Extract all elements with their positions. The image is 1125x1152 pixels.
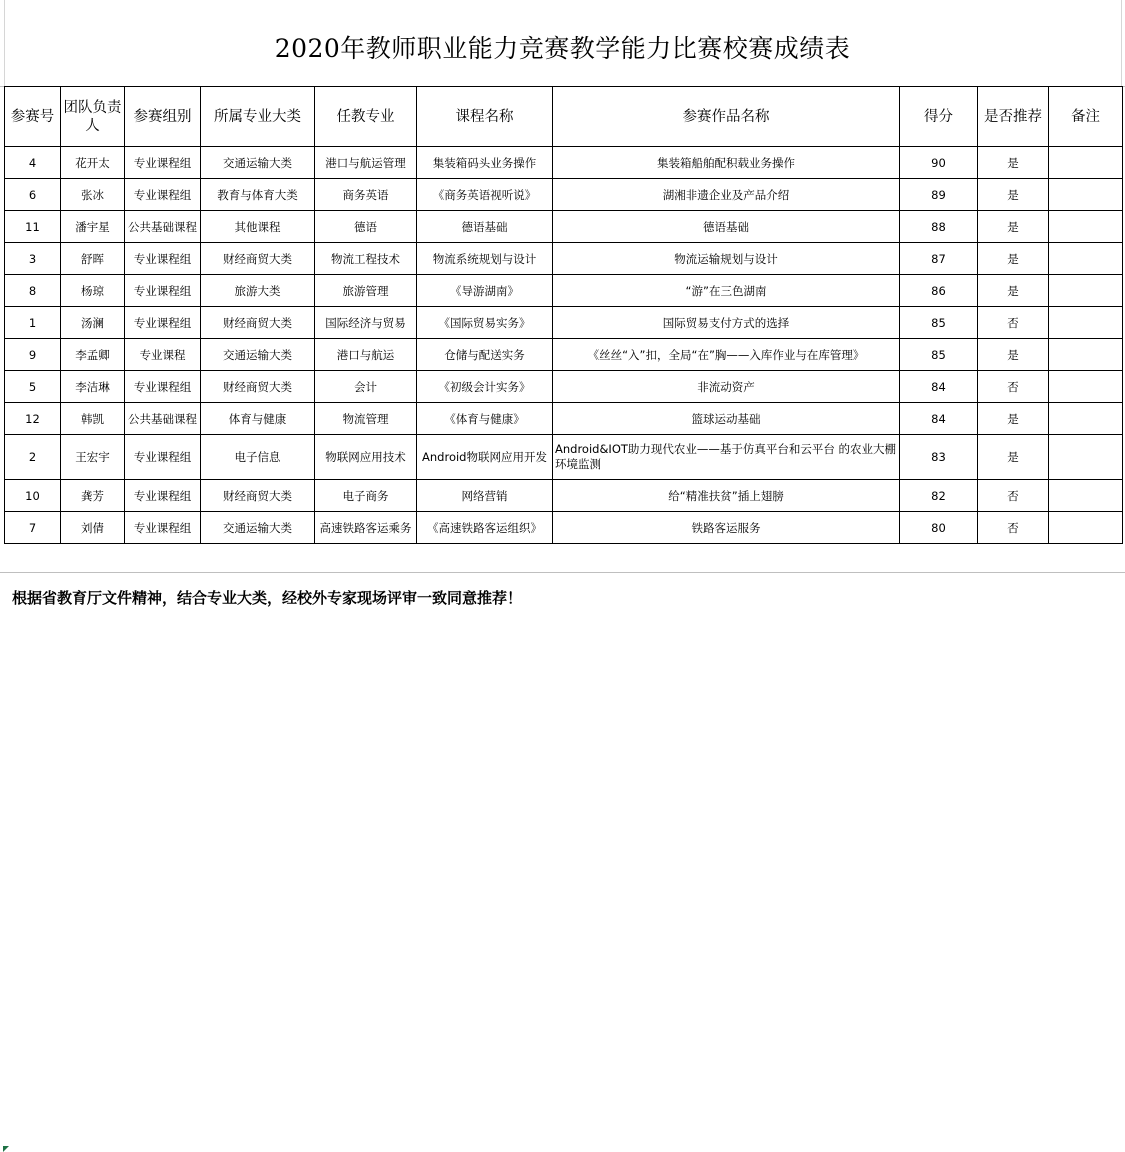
cell-work[interactable]: 德语基础 — [553, 211, 900, 243]
cell-major[interactable]: 物流工程技术 — [315, 243, 417, 275]
table-row — [5, 339, 1123, 371]
cell-score[interactable]: 82 — [900, 480, 978, 512]
cell-work[interactable]: 铁路客运服务 — [553, 512, 900, 544]
cell-group[interactable]: 专业课程组 — [125, 512, 201, 544]
cell-no[interactable]: 2 — [5, 435, 61, 480]
cell-leader[interactable]: 舒晖 — [61, 243, 125, 275]
cell-work[interactable]: “游”在三色湖南 — [553, 275, 900, 307]
cell-comment-marker — [3, 1146, 9, 1152]
cell-group[interactable]: 专业课程组 — [125, 179, 201, 211]
table-row — [5, 512, 1123, 544]
cell-leader[interactable]: 潘宇星 — [61, 211, 125, 243]
title-row — [0, 0, 1125, 87]
cell-major[interactable]: 物流管理 — [315, 403, 417, 435]
cell-work[interactable]: 篮球运动基础 — [553, 403, 900, 435]
table-row — [5, 403, 1123, 435]
cell-category[interactable]: 教育与体育大类 — [201, 179, 315, 211]
header-cell-no[interactable]: 参赛号 — [5, 87, 61, 147]
cell-work[interactable]: 物流运输规划与设计 — [553, 243, 900, 275]
cell-leader[interactable]: 龚芳 — [61, 480, 125, 512]
cell-major[interactable]: 会计 — [315, 371, 417, 403]
cell-score[interactable]: 86 — [900, 275, 978, 307]
cell-course[interactable]: 《体育与健康》 — [417, 403, 553, 435]
cell-note[interactable] — [1049, 307, 1123, 339]
cell-group[interactable]: 专业课程组 — [125, 371, 201, 403]
cell-category[interactable]: 财经商贸大类 — [201, 480, 315, 512]
cell-no[interactable]: 4 — [5, 147, 61, 179]
cell-category[interactable]: 旅游大类 — [201, 275, 315, 307]
cell-score[interactable]: 87 — [900, 243, 978, 275]
cell-leader[interactable]: 李洁琳 — [61, 371, 125, 403]
cell-no[interactable]: 3 — [5, 243, 61, 275]
cell-note[interactable] — [1049, 275, 1123, 307]
cell-course[interactable]: 网络营销 — [417, 480, 553, 512]
cell-group[interactable]: 专业课程组 — [125, 275, 201, 307]
cell-leader[interactable]: 杨琼 — [61, 275, 125, 307]
header-cell-work[interactable]: 参赛作品名称 — [553, 87, 900, 147]
cell-note[interactable] — [1049, 371, 1123, 403]
cell-no[interactable]: 5 — [5, 371, 61, 403]
cell-leader[interactable]: 韩凯 — [61, 403, 125, 435]
cell-recommend[interactable]: 是 — [978, 339, 1049, 371]
table-row — [5, 275, 1123, 307]
cell-major[interactable]: 高速铁路客运乘务 — [315, 512, 417, 544]
table-row — [5, 147, 1123, 179]
cell-category[interactable]: 交通运输大类 — [201, 512, 315, 544]
table-row — [5, 211, 1123, 243]
cell-score[interactable]: 85 — [900, 307, 978, 339]
cell-major[interactable]: 港口与航运管理 — [315, 147, 417, 179]
cell-note[interactable] — [1049, 243, 1123, 275]
header-cell-recommend[interactable]: 是否推荐 — [978, 87, 1049, 147]
cell-category[interactable]: 财经商贸大类 — [201, 243, 315, 275]
cell-recommend[interactable]: 否 — [978, 371, 1049, 403]
cell-no[interactable]: 11 — [5, 211, 61, 243]
cell-leader[interactable]: 汤澜 — [61, 307, 125, 339]
table-row — [5, 371, 1123, 403]
cell-category[interactable]: 交通运输大类 — [201, 147, 315, 179]
cell-score[interactable]: 89 — [900, 179, 978, 211]
cell-no[interactable]: 12 — [5, 403, 61, 435]
cell-recommend[interactable]: 否 — [978, 480, 1049, 512]
table-row — [5, 480, 1123, 512]
cell-group[interactable]: 专业课程组 — [125, 307, 201, 339]
cell-major[interactable]: 港口与航运 — [315, 339, 417, 371]
cell-recommend[interactable]: 是 — [978, 403, 1049, 435]
page-title: 2020年教师职业能力竞赛教学能力比赛校赛成绩表 — [274, 34, 851, 63]
cell-work[interactable]: 湖湘非遗企业及产品介绍 — [553, 179, 900, 211]
cell-course[interactable]: 《商务英语视听说》 — [417, 179, 553, 211]
cell-note[interactable] — [1049, 435, 1123, 480]
cell-course[interactable]: 仓储与配送实务 — [417, 339, 553, 371]
cell-score[interactable]: 84 — [900, 403, 978, 435]
cell-group[interactable]: 公共基础课程 — [125, 211, 201, 243]
cell-no[interactable]: 8 — [5, 275, 61, 307]
cell-work[interactable]: Android&IOT助力现代农业——基于仿真平台和云平台 的农业大棚环境监测 — [553, 435, 900, 480]
cell-course[interactable]: Android物联网应用开发 — [417, 435, 553, 480]
header-cell-major[interactable]: 任教专业 — [315, 87, 417, 147]
cell-course[interactable]: 物流系统规划与设计 — [417, 243, 553, 275]
cell-category[interactable]: 财经商贸大类 — [201, 371, 315, 403]
header-cell-leader[interactable]: 团队负责人 — [61, 87, 125, 147]
cell-no[interactable]: 7 — [5, 512, 61, 544]
cell-major[interactable]: 旅游管理 — [315, 275, 417, 307]
cell-major[interactable]: 德语 — [315, 211, 417, 243]
cell-score[interactable]: 84 — [900, 371, 978, 403]
cell-note[interactable] — [1049, 480, 1123, 512]
header-cell-course[interactable]: 课程名称 — [417, 87, 553, 147]
cell-leader[interactable]: 王宏宇 — [61, 435, 125, 480]
cell-recommend[interactable]: 是 — [978, 147, 1049, 179]
cell-leader[interactable]: 刘倩 — [61, 512, 125, 544]
header-cell-category[interactable]: 所属专业大类 — [201, 87, 315, 147]
cell-category[interactable]: 电子信息 — [201, 435, 315, 480]
cell-major[interactable]: 国际经济与贸易 — [315, 307, 417, 339]
cell-note[interactable] — [1049, 403, 1123, 435]
cell-work[interactable]: 非流动资产 — [553, 371, 900, 403]
cell-no[interactable]: 1 — [5, 307, 61, 339]
cell-category[interactable]: 其他课程 — [201, 211, 315, 243]
footer-row — [0, 572, 1125, 616]
cell-note[interactable] — [1049, 512, 1123, 544]
table-row — [5, 435, 1123, 480]
cell-leader[interactable]: 花开太 — [61, 147, 125, 179]
cell-leader[interactable]: 张冰 — [61, 179, 125, 211]
cell-course[interactable]: 《高速铁路客运组织》 — [417, 512, 553, 544]
cell-recommend[interactable]: 是 — [978, 275, 1049, 307]
cell-major[interactable]: 物联网应用技术 — [315, 435, 417, 480]
cell-score[interactable]: 80 — [900, 512, 978, 544]
table-row — [5, 243, 1123, 275]
cell-score[interactable]: 90 — [900, 147, 978, 179]
cell-course[interactable]: 《导游湖南》 — [417, 275, 553, 307]
cell-no[interactable]: 10 — [5, 480, 61, 512]
cell-work[interactable]: 集装箱船舶配积载业务操作 — [553, 147, 900, 179]
cell-work[interactable]: 《丝丝“入”扣，全局“在”胸——入库作业与在库管理》 — [553, 339, 900, 371]
results-table — [4, 86, 1123, 544]
cell-group[interactable]: 专业课程组 — [125, 480, 201, 512]
cell-course[interactable]: 德语基础 — [417, 211, 553, 243]
cell-major[interactable]: 商务英语 — [315, 179, 417, 211]
cell-recommend[interactable]: 是 — [978, 211, 1049, 243]
cell-course[interactable]: 《国际贸易实务》 — [417, 307, 553, 339]
cell-group[interactable]: 公共基础课程 — [125, 403, 201, 435]
cell-group[interactable]: 专业课程 — [125, 339, 201, 371]
footer-note: 根据省教育厅文件精神，结合专业大类，经校外专家现场评审一致同意推荐！ — [12, 589, 523, 607]
cell-note[interactable] — [1049, 179, 1123, 211]
cell-note[interactable] — [1049, 211, 1123, 243]
table-row — [5, 307, 1123, 339]
header-cell-score[interactable]: 得分 — [900, 87, 978, 147]
cell-group[interactable]: 专业课程组 — [125, 435, 201, 480]
cell-recommend[interactable]: 是 — [978, 435, 1049, 480]
cell-major[interactable]: 电子商务 — [315, 480, 417, 512]
cell-group[interactable]: 专业课程组 — [125, 243, 201, 275]
cell-no[interactable]: 9 — [5, 339, 61, 371]
cell-recommend[interactable]: 是 — [978, 179, 1049, 211]
cell-note[interactable] — [1049, 339, 1123, 371]
cell-group[interactable]: 专业课程组 — [125, 147, 201, 179]
cell-score[interactable]: 83 — [900, 435, 978, 480]
cell-score[interactable]: 85 — [900, 339, 978, 371]
cell-category[interactable]: 体育与健康 — [201, 403, 315, 435]
cell-course[interactable]: 集装箱码头业务操作 — [417, 147, 553, 179]
cell-score[interactable]: 88 — [900, 211, 978, 243]
cell-work[interactable]: 给“精准扶贫”插上翅膀 — [553, 480, 900, 512]
cell-work[interactable]: 国际贸易支付方式的选择 — [553, 307, 900, 339]
cell-category[interactable]: 财经商贸大类 — [201, 307, 315, 339]
cell-note[interactable] — [1049, 147, 1123, 179]
header-cell-note[interactable]: 备注 — [1049, 87, 1123, 147]
cell-category[interactable]: 交通运输大类 — [201, 339, 315, 371]
header-row — [5, 87, 1123, 147]
cell-leader[interactable]: 李孟卿 — [61, 339, 125, 371]
cell-recommend[interactable]: 否 — [978, 512, 1049, 544]
cell-no[interactable]: 6 — [5, 179, 61, 211]
cell-recommend[interactable]: 否 — [978, 307, 1049, 339]
cell-recommend[interactable]: 是 — [978, 243, 1049, 275]
cell-course[interactable]: 《初级会计实务》 — [417, 371, 553, 403]
header-cell-group[interactable]: 参赛组别 — [125, 87, 201, 147]
table-row — [5, 179, 1123, 211]
